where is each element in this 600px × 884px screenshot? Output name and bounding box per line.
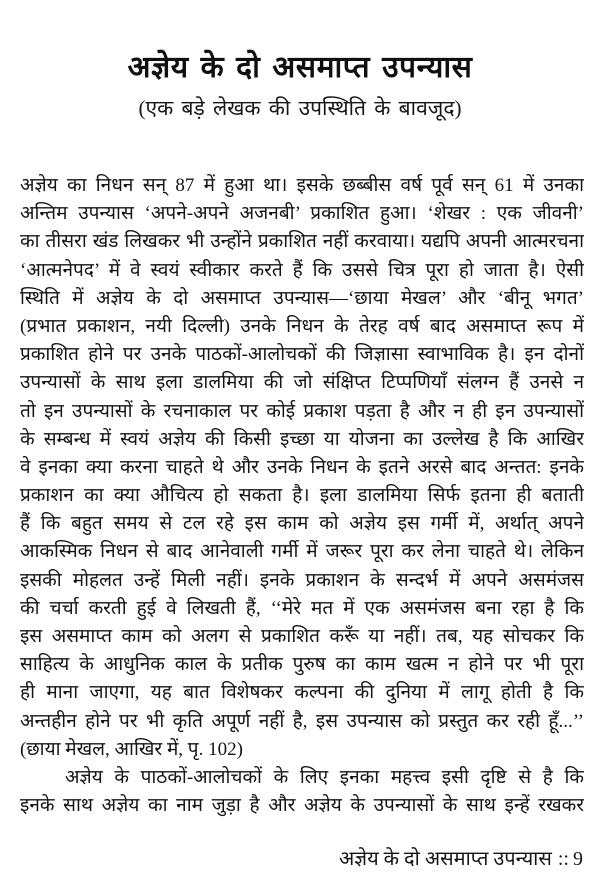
body-line: ही माना जाएगा, यह बात विशेषकर कल्पना की दुनिया में लागू होती है कि xyxy=(20,682,584,704)
body-line-citation: (छाया मेखल, आखिर में, पृ. 102) xyxy=(20,738,243,760)
body-line: आकस्मिक निधन से बाद आनेवाली गर्मी में जरूर पूरा कर लेना चाहते थे। लेकिन xyxy=(20,541,584,563)
footer-page-number: 9 xyxy=(573,848,583,870)
body-text xyxy=(20,172,584,820)
body-line: तो इन उपन्यासों के रचनाकाल पर कोई प्रकाश पड़ता है और न ही इन उपन्यासों xyxy=(20,400,584,422)
body-line: का तीसरा खंड लिखकर भी उन्होंने प्रकाशित नहीं करवाया। यद्यपि अपनी आत्मरचना xyxy=(20,231,584,253)
body-line: इनके साथ अज्ञेय का नाम जुड़ा है और अज्ञेय के उपन्यासों के साथ इन्हें रखकर xyxy=(20,795,584,817)
body-line: (प्रभात प्रकाशन, नयी दिल्ली) उनके निधन के तेरह वर्ष बाद असमाप्त रूप में xyxy=(20,315,584,337)
body-line-paragraph-start: अज्ञेय के पाठकों-आलोचकों के लिए इनका महत्त्व इसी दृष्टि से है कि xyxy=(65,766,584,788)
footer-chapter-title: अज्ञेय के दो असमाप्त उपन्यास xyxy=(338,848,552,870)
body-line: इसकी मोहलत उन्हें मिली नहीं। इनके प्रकाशन के सन्दर्भ में अपने असमंजस xyxy=(20,569,584,591)
body-line: अन्तहीन होने पर भी कृति अपूर्ण नहीं है, इस उपन्यास को प्रस्तुत कर रही हूँ...’’ xyxy=(20,710,584,732)
body-line: प्रकाशन का क्या औचित्य हो सकता है। इला डालमिया सिर्फ इतना ही बताती xyxy=(20,485,584,507)
body-line: अन्तिम उपन्यास ‘अपने-अपने अजनबी’ प्रकाशित हुआ। ‘शेखर : एक जीवनी’ xyxy=(20,203,584,225)
body-line: साहित्य के आधुनिक काल के प्रतीक पुरुष का काम खत्म न होने पर भी पूरा xyxy=(20,654,584,676)
page-subtitle: (एक बड़े लेखक की उपस्थिति के बावजूद) xyxy=(138,96,462,120)
body-line: अज्ञेय का निधन सन् 87 में हुआ था। इसके छब्बीस वर्ष पूर्व सन् 61 में उनका xyxy=(20,175,584,196)
body-line: के सम्बन्ध में स्वयं अज्ञेय की किसी इच्छा या योजना का उल्लेख है कि आखिर xyxy=(20,428,584,450)
body-line: स्थिति में अज्ञेय के दो असमाप्त उपन्यास—‘छाया मेखल’ और ‘बीनू भगत’ xyxy=(20,287,584,309)
body-line: इस असमाप्त काम को अलग से प्रकाशित करूँ या नहीं। तब, यह सोचकर कि xyxy=(20,626,584,647)
body-line: उपन्यासों के साथ इला डालमिया की जो संक्षिप्त टिप्पणियाँ संलग्न हैं उनसे न xyxy=(20,372,584,394)
running-footer xyxy=(20,846,583,872)
body-line: की चर्चा करती हुई वे लिखती हैं, ‘‘मेरे मत में एक असमंजस बना रहा है कि xyxy=(20,597,584,619)
body-line: प्रकाशित होने पर उनके पाठकों-आलोचकों की जिज्ञासा स्वाभाविक है। इन दोनों xyxy=(20,344,584,366)
body-line: हैं कि बहुत समय से टल रहे इस काम को अज्ञेय इस गर्मी में, अर्थात् अपने xyxy=(20,513,584,535)
page-title: अज्ञेय के दो असमाप्त उपन्यास xyxy=(127,51,473,84)
body-line: ‘आत्मनेपद’ में वे स्वयं स्वीकार करते हैं कि उससे चित्र पूरा हो जाता है। ऐसी xyxy=(20,259,584,281)
footer-separator: :: xyxy=(557,848,569,870)
body-line: वे इनका क्या करना चाहते थे और उनके निधन के इतने अरसे बाद अन्तत: इनके xyxy=(20,456,584,478)
